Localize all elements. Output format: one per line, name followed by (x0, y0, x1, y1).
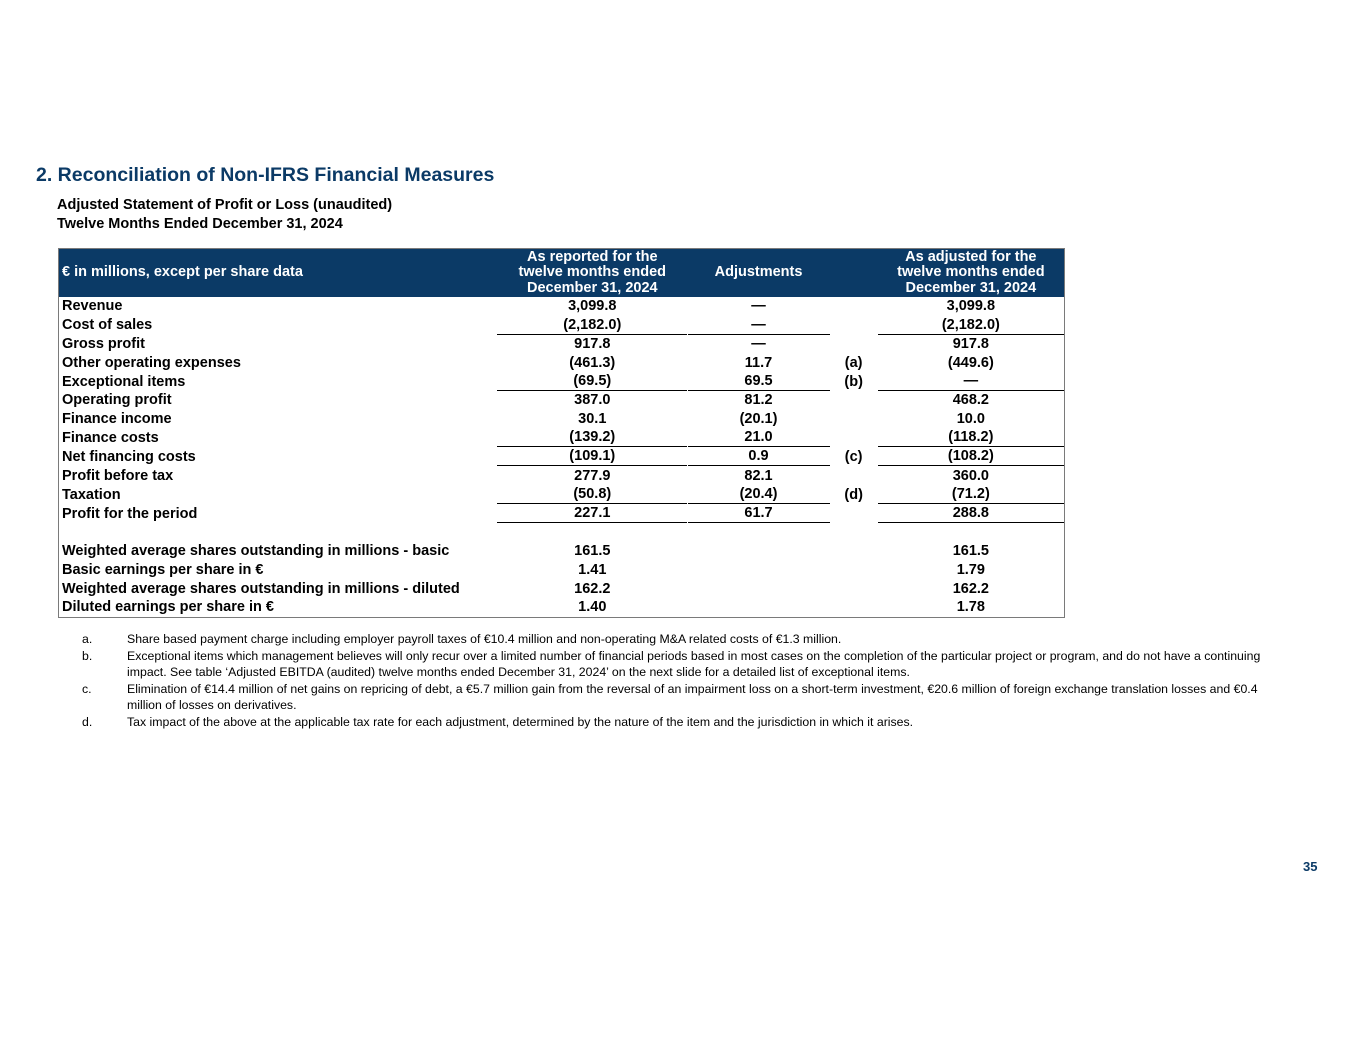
table-row (59, 447, 1065, 466)
footnotes (82, 631, 1262, 730)
adjusted-value: 1.78 (956, 599, 985, 616)
table-row (59, 335, 1065, 354)
adjustment-value: 0.9 (688, 447, 830, 466)
header-adjustments: Adjustments (687, 249, 829, 298)
adjustment-value: 11.7 (744, 354, 773, 371)
adjusted-value: 288.8 (878, 504, 1064, 523)
header-adjusted (878, 249, 1065, 298)
adjusted-value: (71.2) (878, 485, 1064, 504)
row-label: Profit before tax (62, 467, 174, 484)
table-header-row (59, 249, 1065, 298)
row-label: Operating profit (62, 392, 172, 409)
row-label: Net financing costs (62, 448, 196, 465)
table-row (59, 316, 1065, 335)
table-row (59, 504, 1065, 523)
reported-value: 917.8 (574, 336, 611, 353)
reported-value: 277.9 (574, 467, 611, 484)
reported-value: 162.2 (574, 580, 611, 597)
adjustment-value: (20.1) (739, 411, 778, 428)
row-label: Diluted earnings per share in € (62, 599, 274, 616)
footnote-text: Exceptional items which management believes will only recur over a limited number of financial periods based in most cases on the completion of the particular project or program, and do not have a continuing impact. See table ‘Adjusted EBITDA (audited) twelve months ended December 31, 2024’ on the next slide for a detailed list of exceptional items. (127, 648, 1261, 679)
adjustment-note: (b) (844, 373, 863, 390)
table-row (59, 598, 1065, 617)
adjustment-note: (a) (844, 354, 863, 371)
statement-period: Twelve Months Ended December 31, 2024 (57, 216, 343, 232)
row-label: Revenue (62, 298, 123, 315)
adjustment-value: — (688, 316, 830, 335)
table-row (59, 561, 1065, 580)
statement-title: Adjusted Statement of Profit or Loss (unaudited) (57, 197, 393, 213)
row-label: Gross profit (62, 336, 145, 353)
page-number: 35 (1303, 859, 1318, 874)
header-reported (497, 249, 687, 298)
adjusted-value: (449.6) (947, 354, 994, 371)
footnote-text: Elimination of €14.4 million of net gains on repricing of debt, a €5.7 million gain from the reversal of an impairment loss on a short-term investment, €20.6 million of foreign exchange translation losses and €0.4 million of losses on derivatives. (127, 681, 1258, 712)
reported-value: 1.40 (578, 599, 607, 616)
table-row (59, 410, 1065, 429)
adjustment-value: 81.2 (744, 392, 773, 409)
adjusted-value: 10.0 (956, 411, 985, 428)
adjustment-value: 21.0 (688, 428, 830, 447)
adjusted-value: (2,182.0) (878, 316, 1064, 335)
table-row (59, 353, 1065, 372)
row-label: Weighted average shares outstanding in millions - basic (62, 543, 450, 560)
reconciliation-table (58, 248, 1065, 618)
reported-value: (2,182.0) (497, 316, 687, 335)
row-label: Finance costs (62, 429, 159, 446)
adjusted-value: 360.0 (952, 467, 989, 484)
table-row (59, 485, 1065, 504)
adjusted-value: 162.2 (952, 580, 989, 597)
row-label: Basic earnings per share in € (62, 561, 264, 578)
adjusted-value: 1.79 (956, 561, 985, 578)
row-label: Weighted average shares outstanding in millions - diluted (62, 580, 460, 597)
header-reported-line3: December 31, 2024 (526, 279, 658, 296)
reported-value: 161.5 (574, 543, 611, 560)
footnote (82, 631, 1262, 648)
reported-value: 30.1 (578, 411, 607, 428)
header-reported-line1: As reported for the (527, 248, 658, 265)
header-note (830, 249, 878, 298)
footnote (82, 714, 1262, 731)
spacer-row (59, 523, 1065, 542)
adjusted-value: (108.2) (878, 447, 1064, 466)
adjustment-value: 82.1 (744, 467, 773, 484)
adjustment-note: (d) (844, 486, 863, 503)
adjustment-value: 69.5 (688, 372, 830, 391)
footnote-letter: d. (82, 714, 93, 729)
row-label: Cost of sales (62, 317, 153, 334)
footnote-letter: b. (82, 648, 93, 663)
table-row (59, 542, 1065, 561)
footnote-letter: a. (82, 632, 93, 646)
reported-value: 1.41 (578, 561, 607, 578)
table-row (59, 391, 1065, 410)
reported-value: 227.1 (497, 504, 687, 523)
reported-value: (50.8) (497, 485, 687, 504)
adjusted-value: 3,099.8 (946, 298, 996, 315)
table-row (59, 428, 1065, 447)
table-row (59, 372, 1065, 391)
table-row (59, 466, 1065, 485)
row-label: Exceptional items (62, 373, 186, 390)
row-label: Taxation (62, 486, 121, 503)
adjusted-value: 917.8 (952, 336, 989, 353)
table-row (59, 297, 1065, 316)
reported-value: (69.5) (497, 372, 687, 391)
reported-value: 3,099.8 (568, 298, 617, 315)
adjusted-value: 161.5 (952, 543, 989, 560)
adjusted-value: — (878, 372, 1064, 391)
reported-value: (139.2) (497, 428, 687, 447)
footnote (82, 648, 1262, 681)
header-adjusted-line3: December 31, 2024 (905, 279, 1037, 296)
footnote-letter: c. (82, 681, 92, 696)
table-row (59, 579, 1065, 598)
adjustment-value: (20.4) (688, 485, 830, 504)
adjustment-value: 61.7 (688, 504, 830, 523)
adjustment-note: (c) (844, 448, 863, 465)
table-body (59, 297, 1065, 617)
footnote-text: Tax impact of the above at the applicable tax rate for each adjustment, determined by the nature of the item and the jurisdiction in which it arises. (127, 714, 914, 729)
header-adjusted-line2: twelve months ended (897, 264, 1045, 281)
adjusted-value: 468.2 (952, 392, 989, 409)
footnote (82, 681, 1262, 714)
adjustment-value: — (751, 298, 766, 315)
header-reported-line2: twelve months ended (518, 264, 666, 281)
row-label: Profit for the period (62, 505, 198, 522)
row-label: Other operating expenses (62, 354, 241, 371)
page-title: 2. Reconciliation of Non-IFRS Financial Measures (36, 164, 495, 186)
row-label: Finance income (62, 411, 172, 428)
header-label: € in millions, except per share data (59, 249, 498, 298)
header-adjusted-line1: As adjusted for the (905, 248, 1037, 265)
adjustment-value: — (751, 336, 766, 353)
reported-value: (461.3) (569, 354, 616, 371)
adjusted-value: (118.2) (878, 428, 1064, 447)
reported-value: 387.0 (574, 392, 611, 409)
reported-value: (109.1) (497, 447, 687, 466)
footnote-text: Share based payment charge including employer payroll taxes of €10.4 million and non-operating M&A related costs of €1.3 million. (127, 632, 842, 646)
